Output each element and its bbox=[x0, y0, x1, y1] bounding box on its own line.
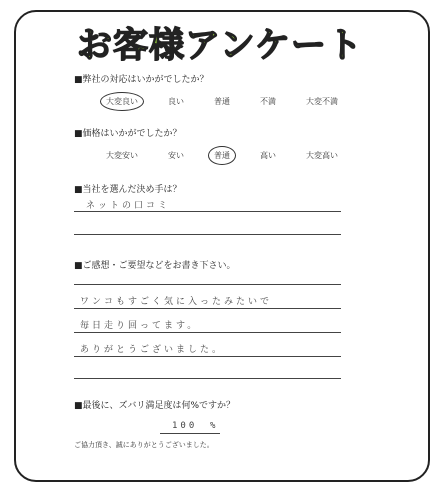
question-price: ■価格はいかがでしたか？ bbox=[74, 129, 182, 139]
satisfaction-unit: % bbox=[210, 421, 216, 431]
answer-line bbox=[74, 378, 341, 379]
option-service-dissatisfied[interactable]: 不満 bbox=[260, 97, 276, 106]
answer-line bbox=[74, 308, 341, 309]
satisfaction-line bbox=[160, 433, 220, 434]
satisfaction-value: 100 bbox=[172, 421, 198, 431]
thank-you-note: ご協力頂き、誠にありがとうございました。 bbox=[74, 441, 214, 449]
option-service-very-good[interactable]: 大変良い bbox=[106, 97, 138, 106]
question-satisfaction: ■最後に、ズバリ満足度は何%ですか？ bbox=[74, 401, 236, 411]
survey-title: お客様アンケート bbox=[77, 26, 363, 66]
option-price-very-cheap[interactable]: 大変安い bbox=[106, 151, 138, 160]
answer-line bbox=[74, 332, 341, 333]
service-options bbox=[104, 96, 340, 107]
option-price-cheap[interactable]: 安い bbox=[168, 151, 184, 160]
option-price-very-expensive[interactable]: 大変高い bbox=[306, 151, 338, 160]
option-service-very-dissatisfied[interactable]: 大変不満 bbox=[306, 97, 338, 106]
comment-line-1: ワンコもすごく気に入ったみたいで bbox=[80, 297, 273, 307]
question-deciding-factor: ■当社を選んだ決め手は？ bbox=[74, 185, 182, 195]
comment-line-2: 毎日走り回ってます。 bbox=[80, 321, 200, 331]
question-comments: ■ご感想・ご要望などをお書き下さい。 bbox=[74, 261, 236, 271]
question-service: ■弊社の対応はいかがでしたか？ bbox=[74, 75, 209, 85]
option-service-normal[interactable]: 普通 bbox=[214, 97, 230, 106]
comment-line-3: ありがとうございました。 bbox=[80, 345, 225, 355]
answer-deciding-factor: ネットの口コミ bbox=[86, 201, 171, 211]
price-options bbox=[104, 150, 340, 161]
answer-line bbox=[74, 234, 341, 235]
answer-line bbox=[74, 211, 341, 212]
option-price-expensive[interactable]: 高い bbox=[260, 151, 276, 160]
option-price-normal[interactable]: 普通 bbox=[214, 151, 230, 160]
answer-line bbox=[74, 356, 341, 357]
option-service-good[interactable]: 良い bbox=[168, 97, 184, 106]
answer-line bbox=[74, 284, 341, 285]
